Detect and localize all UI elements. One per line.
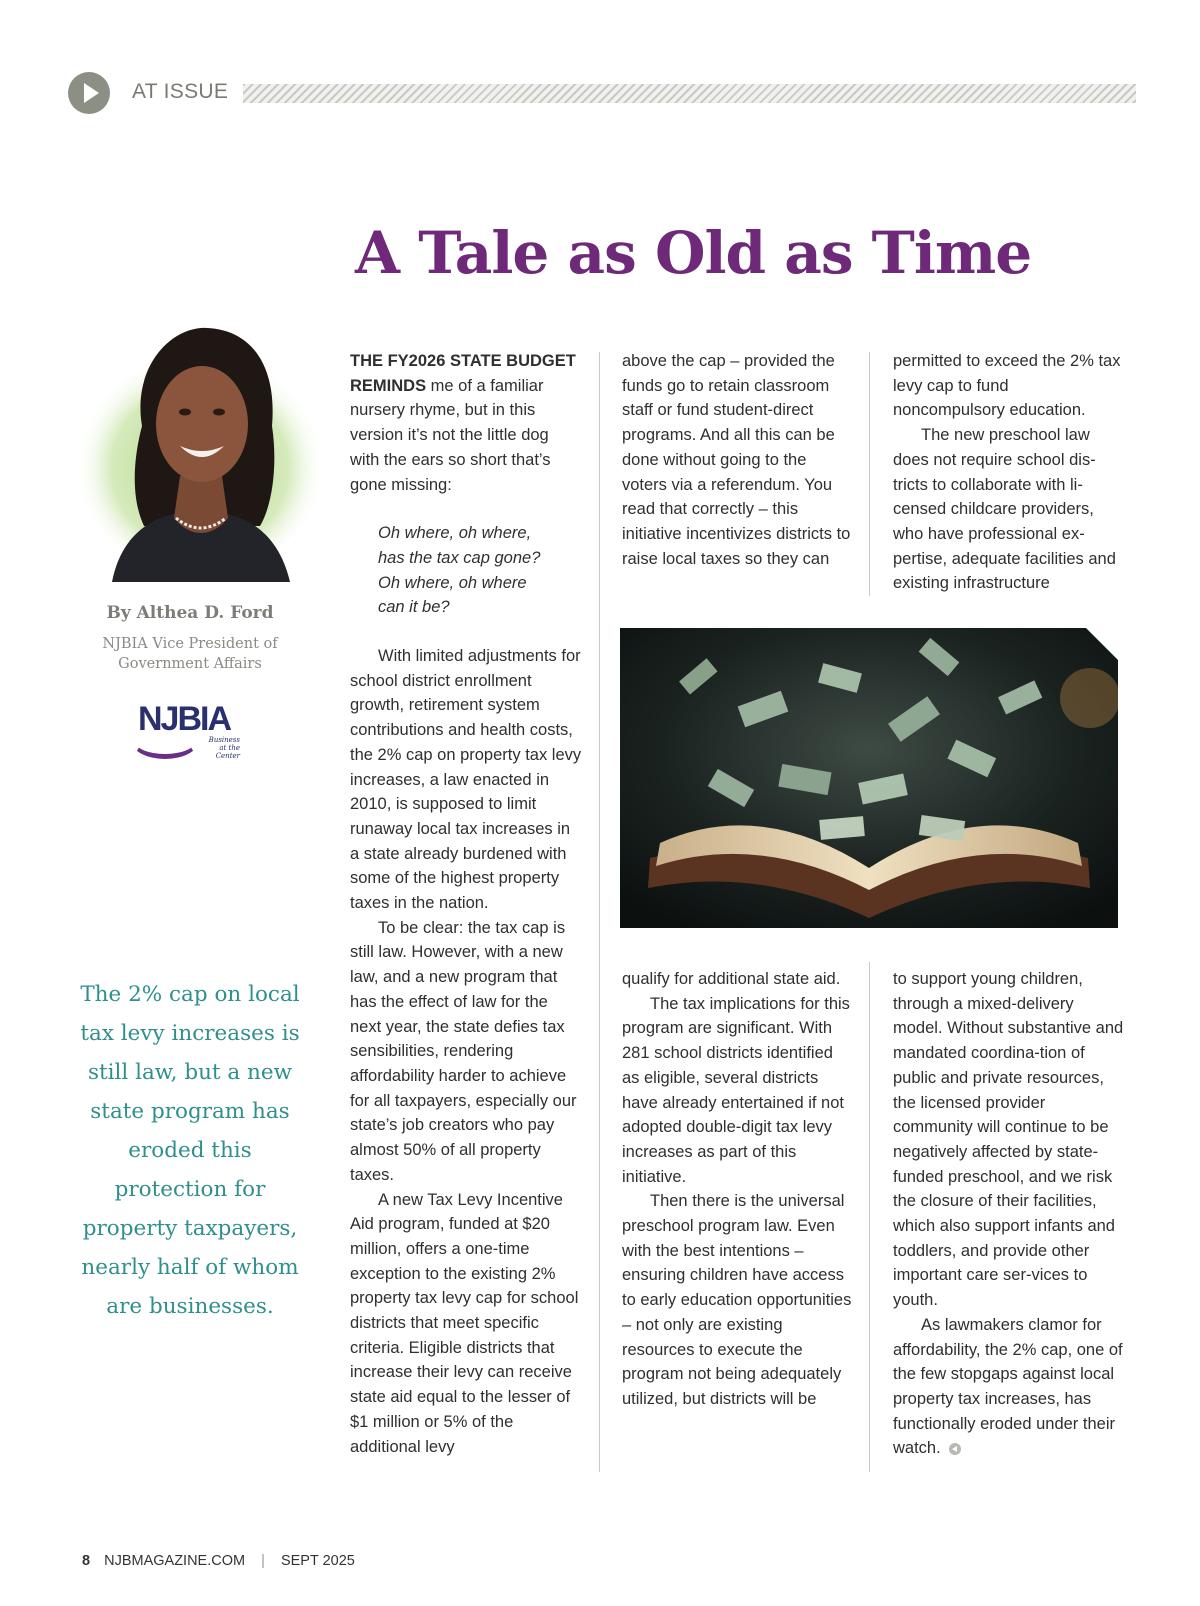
logo-wordmark: NJBIA	[138, 700, 231, 738]
play-icon	[68, 72, 110, 114]
verse-line: Oh where, oh where	[378, 573, 527, 592]
article-title: A Tale as Old as Time	[355, 219, 1032, 287]
pull-quote: The 2% cap on local tax levy increases is still law, but a new state program has eroded this protection for property taxpayers, nearly half of whom are businesses.	[80, 982, 300, 1319]
page-footer	[82, 1553, 355, 1569]
footer-issue: SEPT 2025	[280, 1553, 355, 1569]
opening-paragraph: THE FY2026 STATE BUDGET REMINDS me of a familiar nursery rhyme, but in this version it’s not the little dog with the ears so short that’s gone missing:	[350, 352, 576, 494]
body-paragraph: permitted to exceed the 2% tax levy cap to fund noncompulsory education.	[893, 352, 1121, 420]
lead-in: THE FY2026 STATE BUDGET REMINDS	[350, 352, 576, 395]
article-column-2-bottom	[622, 967, 852, 1412]
column-divider	[869, 962, 870, 1472]
body-paragraph: As lawmakers clamor for affordability, the 2% cap, one of the few stopgaps against local property tax increases, has functionally eroded under their watch.	[893, 1315, 1123, 1458]
article-column-3-top	[893, 349, 1125, 596]
body-paragraph: Then there is the universal preschool program law. Even with the best intentions – ensuring children have access to early education opportunities – not only are existing resources to execute the program not being adequately utilized, but districts will be	[622, 1192, 852, 1408]
page-number: 8	[82, 1553, 91, 1569]
body-paragraph: The tax implications for this program are significant. With 281 school districts identified as eligible, several districts have already entertained if not adopted double-digit tax levy increases as part of this initiative.	[622, 994, 850, 1186]
author-portrait	[72, 306, 328, 582]
verse-line: Oh where, oh where,	[378, 524, 532, 543]
end-of-article-icon	[949, 1443, 961, 1455]
verse-line: can it be?	[378, 598, 450, 617]
nursery-rhyme-verse	[350, 521, 582, 620]
book-money-photo	[620, 628, 1118, 928]
body-paragraph: To be clear: the tax cap is still law. However, with a new law, and a new program that has the effect of law for the next year, the state defies tax sensibilities, rendering affordability harder to achieve for all taxpayers, especially our state’s job creators who pay almost 50% of all property taxes.	[350, 918, 577, 1184]
author-job-title: NJBIA Vice President of Government Affairs	[102, 636, 278, 672]
body-paragraph: A new Tax Levy Incentive Aid program, funded at $20 million, offers a one-time exception to the existing 2% property tax levy cap for school districts that meet specific criteria. Eligible districts that increase their levy can receive state aid equal to the lesser of $1 million or 5% of the additional levy	[350, 1190, 579, 1456]
footer-site: NJBMAGAZINE.COM	[104, 1553, 246, 1569]
verse-line: has the tax cap gone?	[378, 548, 541, 567]
body-paragraph: The new preschool law does not require school dis-tricts to collaborate with li-censed childcare providers, who have professional ex-pertise, adequate facilities and existing infrastructure	[893, 426, 1116, 593]
body-paragraph: qualify for additional state aid.	[622, 970, 841, 988]
section-header	[68, 72, 1136, 116]
article-column-3-bottom	[893, 967, 1125, 1461]
footer-separator: |	[261, 1553, 265, 1569]
section-label: AT ISSUE	[132, 80, 229, 103]
column-divider	[869, 352, 870, 596]
article-column-1	[350, 349, 582, 1459]
column-divider	[599, 352, 600, 1472]
logo-tagline: Business at the Center	[208, 736, 240, 760]
body-paragraph: above the cap – provided the funds go to retain classroom staff or fund student-direct programs. And all this can be done without going to the voters via a referendum. You read that correctly – this initiative incentivizes districts to raise local taxes so they can	[622, 352, 851, 568]
author-byline: By Althea D. Ford	[106, 603, 274, 623]
body-paragraph: to support young children, through a mixed-delivery model. Without substantive and mandated coordina-tion of public and private resources, the licensed provider community will continue to be negatively affected by state-funded preschool, and we risk the closure of their facilities, which also support infants and toddlers, and provide other important care ser-vices to youth.	[893, 970, 1124, 1310]
body-paragraph: With limited adjustments for school district enrollment growth, retirement system contributions and health costs, the 2% cap on property tax levy increases, a law enacted in 2010, is supposed to limit runaway local tax increases in a state already burdened with some of the highest property taxes in the nation.	[350, 647, 582, 913]
njbia-logo	[132, 702, 252, 758]
header-hatch-bar	[243, 84, 1136, 103]
article-column-2-top	[622, 349, 852, 571]
